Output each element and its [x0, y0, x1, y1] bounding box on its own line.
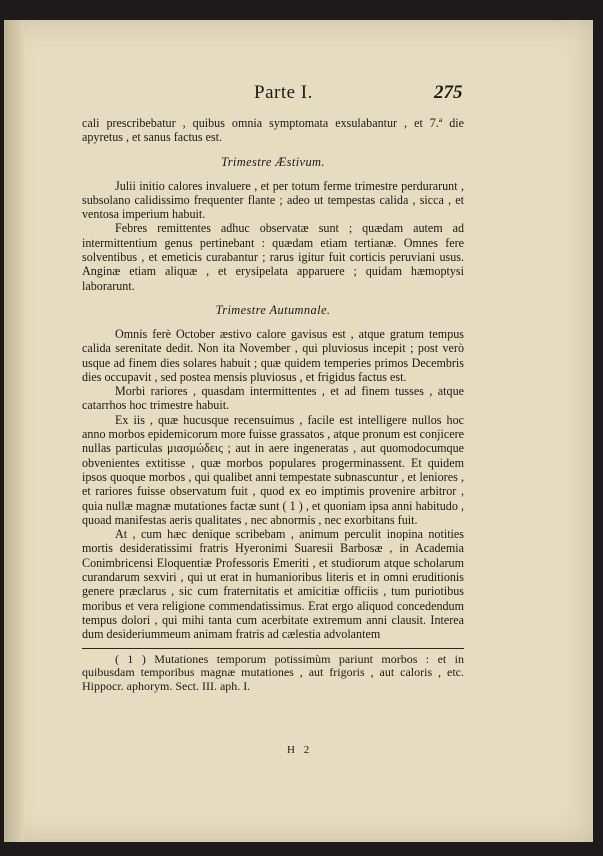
- paragraph-at-cum: At , cum hæc denique scribebam , animum perculit inopina notities mortis desideratissimi fratris Hyeronimi Suaresii Barbosæ , in Academia Conimbricensi Eloquentiæ Professoris Emeriti , et studiorum atque scholarum curandarum sexviri , qui ut erat in humanioribus literis et in omni eruditionis genere præclarus , sic cum fraternitatis et amicitiæ officiis , tum puriotibus moribus et vera religione commendatissimus. Erat ergo aliquod concedendum tempus dolori , qui mihi tanta cum acerbitate extremum anni clausit. Interea dum desideriummeum animam fratris ad cælestia advolantem: [82, 527, 464, 642]
- footnote: [82, 653, 464, 694]
- page-header: [4, 78, 593, 108]
- paragraph-october: Omnis ferè October æstivo calore gavisus est , atque gratum tempus calida serenitate dedit. Non ita November , qui pluviosus incepit ; post verò usque ad finem dies solares habuit ; quæ quidem temperies primos Decembris dies occupavit , sed postea mensis pluviosus , et frigidus factus est.: [82, 326, 464, 384]
- paragraph-july: Julii initio calores invaluere , et per totum ferme trimestre perdurarunt , subsolano calidissimo frequenter flante ; adeo ut tempestas calida , sicca , et ventosa imperium habuit.: [82, 178, 464, 222]
- paragraph-ex-iis: Ex iis , quæ hucusque recensuimus , facile est intelligere nullos hoc anno morbos epidemicorum more fuisse grassatos , atque pronum est conjicere nullas particulas μιασμώδεις ; aut in aere ingeneratas , aut quomodocumque obvenientes extitisse , quæ morbos populares progerminassent. Et quidem ipsos quoque morbos , qui qualibet anni tempestate subnascuntur , et leniores , et rariores fuisse observatum fuit , quod ex eo imptimis provenire arbitror , quia nullæ magnæ mutationes factæ sunt ( 1 ) , et quoniam ipsa anni habitudo , quoad manifestas aeris qualitates , nec abnormis , nec exorbitans fuit.: [82, 412, 464, 527]
- page-gutter: [4, 20, 24, 842]
- footnote-rule: [82, 648, 464, 649]
- book-page: [4, 20, 593, 842]
- running-head: Parte I.: [254, 82, 313, 103]
- section-heading-summer: Trimestre Æstivum.: [221, 154, 325, 169]
- paragraph-morbi: Morbi rariores , quasdam intermittentes , et ad finem tusses , atque catarrhos hoc trimestre habuit.: [82, 384, 464, 413]
- paragraph-fevers: Febres remittentes adhuc observatæ sunt ; quædam autem ad intermittentium genus pertinebant : quædam etiam tertianæ. Omnes fere solventibus , et emeticis curabantur ; rarus igitur fuit corticis peruviani usus. Anginæ etiam aliquæ , et erysipelata apparuere ; quidam hæmoptysi laborarunt.: [82, 221, 464, 293]
- section-heading-autumn: Trimestre Autumnale.: [215, 302, 331, 317]
- text-block: [82, 116, 464, 693]
- footnote-text: ( 1 ) Mutationes temporum potissimùm pariunt morbos : et in quibusdam temporibus magnæ mutationes , aut frigoris , aut caloris , etc. Hippocr. aphorym. Sect. III. aph. I.: [82, 651, 464, 693]
- paragraph-continued: cali prescribebatur , quibus omnia symptomata exsulabantur , et 7.ª die apyretus , et sanus factus est.: [82, 116, 464, 145]
- page-number: 275: [434, 82, 463, 103]
- signature-mark: H 2: [287, 744, 313, 756]
